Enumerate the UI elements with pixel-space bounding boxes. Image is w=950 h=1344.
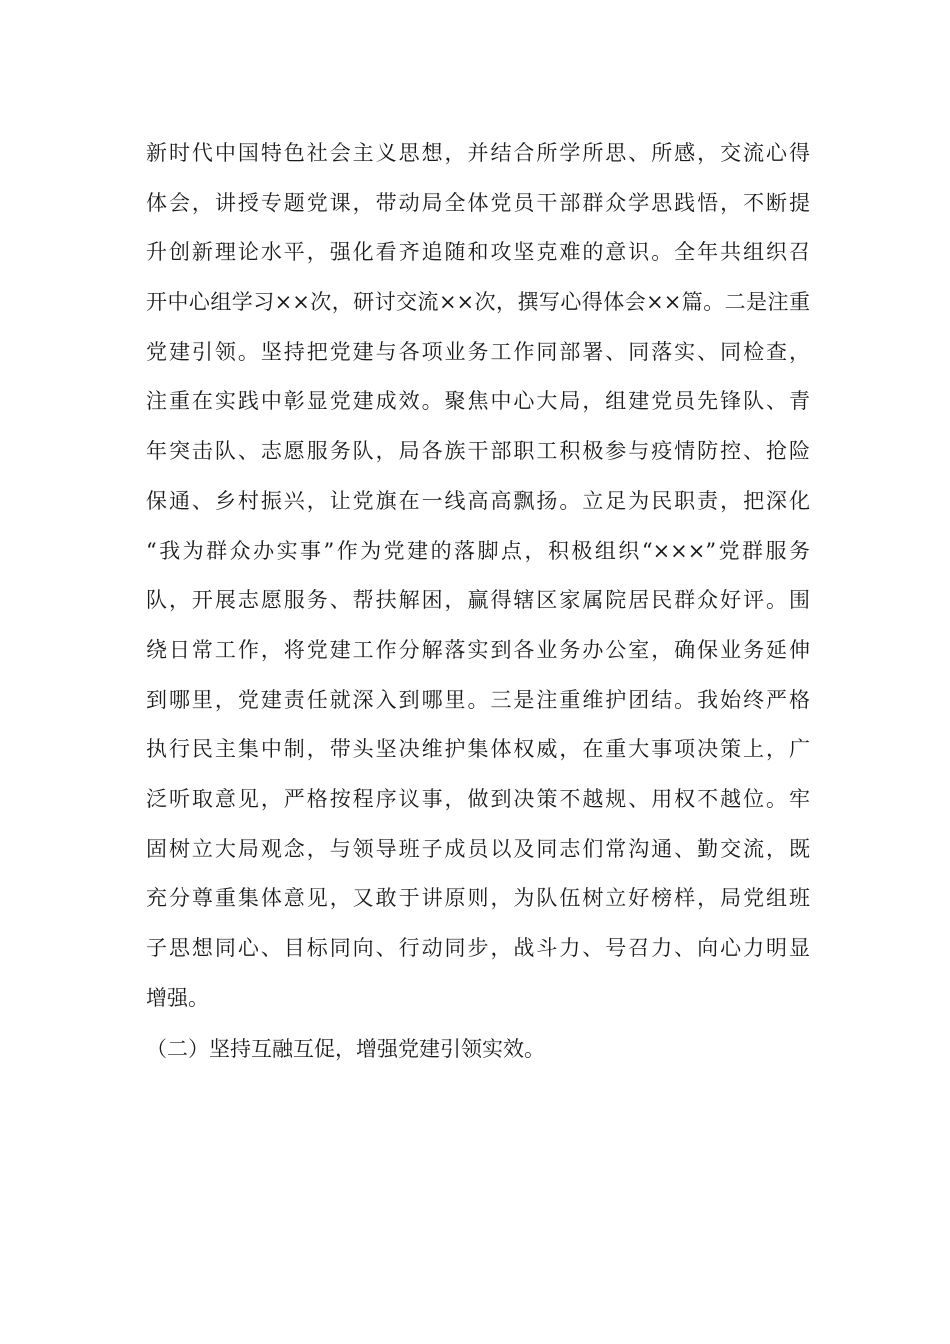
paragraph-line: 到哪里，党建责任就深入到哪里。三是注重维护团结。我始终严格	[146, 687, 810, 712]
paragraph-line: 增强。	[146, 985, 209, 1010]
paragraph-line: 执行民主集中制，带头坚决维护集体权威，在重大事项决策上，广	[146, 737, 810, 762]
paragraph-line: 固树立大局观念，与领导班子成员以及同志们常沟通、勤交流，既	[146, 836, 810, 861]
paragraph-line: 开中心组学习××次，研讨交流××次，撰写心得体会××篇。二是注重	[146, 290, 810, 315]
paragraph-line: 队，开展志愿服务、帮扶解困，赢得辖区家属院居民群众好评。围	[146, 588, 810, 613]
paragraph-line: 泛听取意见，严格按程序议事，做到决策不越规、用权不越位。牢	[146, 786, 810, 811]
paragraph-line: 充分尊重集体意见，又敢于讲原则，为队伍树立好榜样，局党组班	[146, 886, 810, 911]
body-paragraph	[146, 129, 810, 1023]
paragraph-line: 升创新理论水平，强化看齐追随和攻坚克难的意识。全年共组织召	[146, 240, 810, 265]
paragraph-line: 绕日常工作，将党建工作分解落实到各业务办公室，确保业务延伸	[146, 637, 810, 662]
paragraph-line: 新时代中国特色社会主义思想，并结合所学所思、所感，交流心得	[146, 141, 810, 165]
paragraph-line: “我为群众办实事”作为党建的落脚点，积极组织“×××”党群服务	[146, 538, 810, 563]
paragraph-line: 党建引领。坚持把党建与各项业务工作同部署、同落实、同检查，	[146, 339, 810, 364]
paragraph-line: 注重在实践中彰显党建成效。聚焦中心大局，组建党员先锋队、青	[146, 389, 810, 414]
paragraph-line: 体会，讲授专题党课，带动局全体党员干部群众学思践悟，不断提	[146, 190, 810, 215]
paragraph-line: 保通、乡村振兴，让党旗在一线高高飘扬。立足为民职责，把深化	[146, 488, 810, 513]
section-heading: （二）坚持互融互促，增强党建引领实效。	[146, 1037, 545, 1061]
paragraph-line: 子思想同心、目标同向、行动同步，战斗力、号召力、向心力明显	[146, 936, 810, 960]
paragraph-line: 年突击队、志愿服务队，局各族干部职工积极参与疫情防控、抢险	[146, 439, 810, 464]
